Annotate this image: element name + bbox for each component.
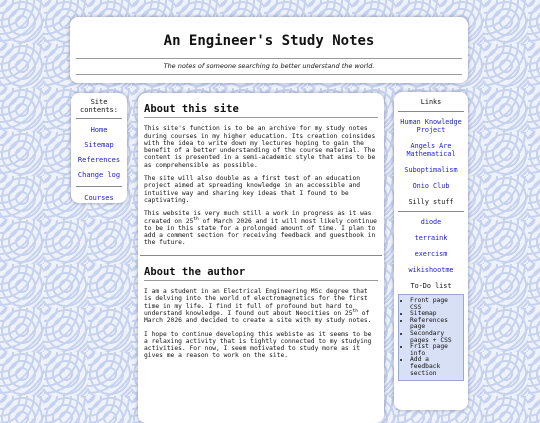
header-divider: [76, 58, 462, 59]
todo-item: • Sitemap: [410, 311, 461, 318]
site-contents-nav: [71, 93, 127, 203]
about-site-heading: About this site: [144, 103, 239, 115]
link-wikishootme[interactable]: wikishootme: [408, 266, 454, 274]
about-site-paragraph: The site will also double as a first test of an education project aimed at spreading knowledge in an accessible and intuitive way and sharing key ideas that I found to be captivating.: [144, 175, 361, 204]
todo-item: • Secondary pages + CSS: [410, 331, 461, 344]
links-nav: [394, 92, 468, 410]
site-subtitle: The notes of someone searching to better understand the world.: [163, 62, 375, 70]
about-site-paragraph: This site's function is to be an archive for my study notes during courses in my higher education. Its creation coinsides with the idea to write down my lectures hoping to gain the benefit of a better understanding of the course material. The content is presented in a semi-academic style that aims to be as comprehensible as possible.: [144, 125, 376, 169]
heading-divider: [144, 117, 378, 118]
nav-divider: [76, 186, 122, 187]
nav-link-change-log[interactable]: Change log: [77, 171, 121, 179]
nav-divider: [398, 111, 464, 112]
todo-item: • Frist page info: [410, 344, 461, 357]
link-angels-are-mathematical[interactable]: Angels Are Mathematical: [406, 142, 456, 158]
link-human-knowledge-project[interactable]: Human Knowledge Project: [400, 118, 462, 134]
todo-list: [398, 294, 464, 381]
links-heading: Links: [420, 98, 442, 106]
header-divider: [76, 74, 462, 75]
nav-link-home[interactable]: Home: [90, 126, 108, 134]
nav-link-references[interactable]: References: [77, 156, 121, 164]
section-divider: [140, 255, 382, 256]
silly-stuff-heading: Silly stuff: [408, 198, 454, 206]
nav-link-courses[interactable]: Courses: [84, 194, 114, 202]
link-diode[interactable]: diode: [420, 218, 442, 226]
link-terraink[interactable]: terraink: [414, 234, 448, 242]
nav-divider: [398, 211, 464, 212]
main-content: [138, 93, 384, 423]
todo-item: • Front page CSS: [410, 298, 461, 311]
site-header: [70, 17, 468, 83]
todo-item: • References page: [410, 318, 461, 331]
todo-heading: To-Do list: [410, 282, 452, 290]
link-exercism[interactable]: exercism: [414, 250, 448, 258]
about-author-paragraph: I am a student in an Electrical Engineering MSc degree that is delving into the world of electromagnetics for the first time in my life. I find it full of profound but hard to understand knowledge. I found out about Neocities on 25th of March 2026 and decided to create a site with my study notes.: [144, 288, 372, 325]
nav-divider: [76, 118, 122, 119]
heading-divider: [144, 280, 378, 281]
about-author-paragraph: I hope to continue developing this webiste as it seems to be a relaxing activity that is tightly connected to my studying activities. For now, I seem motivated to study more as it gives me a reason to work on the site.: [144, 330, 372, 360]
site-title: An Engineer's Study Notes: [163, 33, 375, 49]
nav-heading: Site contents:: [80, 98, 118, 114]
about-site-paragraph: This website is very much still a work in progress as it was created on 25th of March 2026 and it will most likely continue to be in this state for a prolonged amount of time. I plan to add a comment section for receiving feedback and guestbook in the future.: [144, 210, 377, 247]
todo-item: • Add a feedback section: [410, 357, 461, 377]
link-onio-club[interactable]: Onio Club: [412, 182, 450, 190]
nav-link-sitemap[interactable]: Sitemap: [84, 141, 114, 149]
link-suboptimalism[interactable]: Suboptimalism: [404, 166, 458, 174]
about-author-heading: About the author: [144, 265, 246, 278]
